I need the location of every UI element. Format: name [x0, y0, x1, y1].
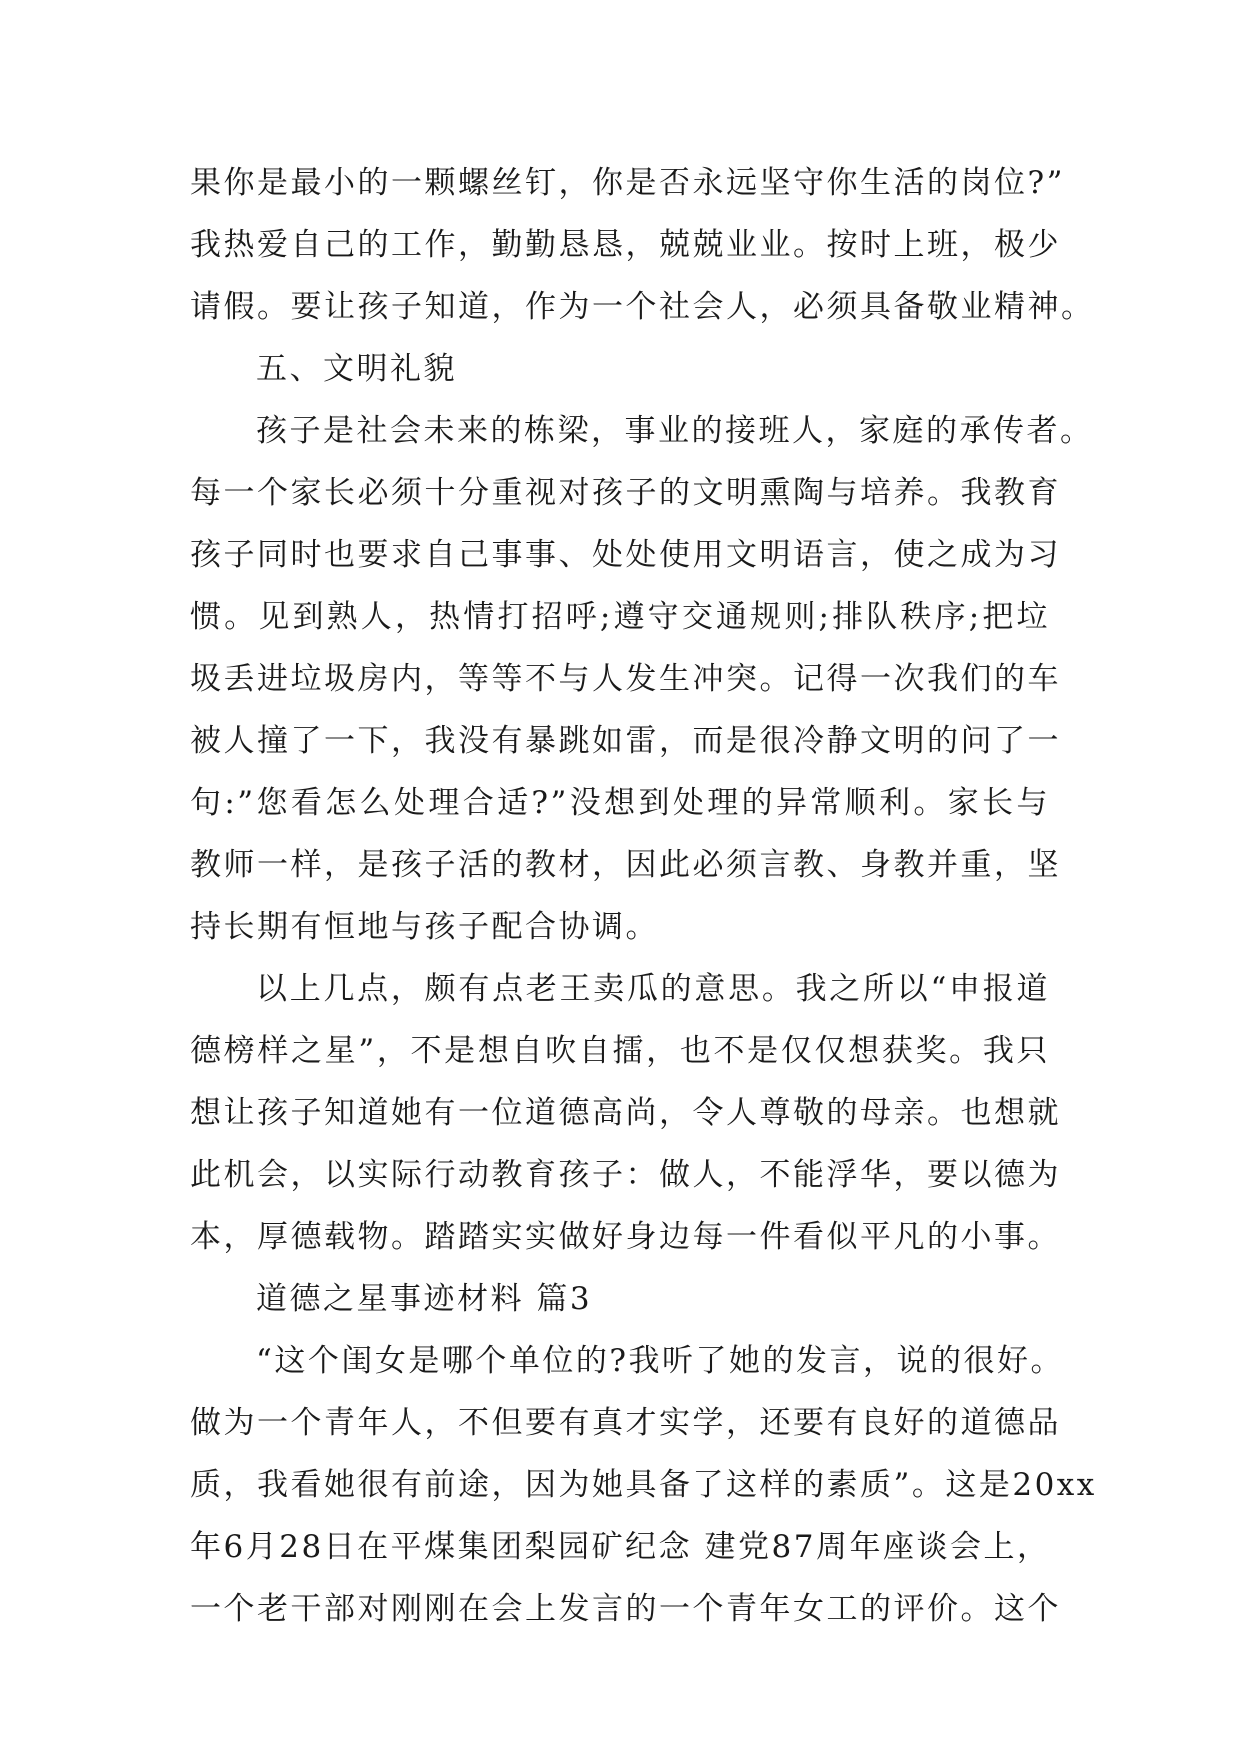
text-line: 被人撞了一下，我没有暴跳如雷，而是很冷静文明的问了一: [190, 723, 1061, 759]
text-line: 孩子同时也要求自己事事、处处使用文明语言，使之成为习: [190, 537, 1061, 573]
text-line: 果你是最小的一颗螺丝钉，你是否永远坚守你生活的岗位?”: [190, 165, 1065, 201]
text-line: 年6月28日在平煤集团梨园矿纪念 建党87周年座谈会上，: [190, 1529, 1051, 1565]
text-line: 惯。见到熟人，热情打招呼;遵守交通规则;排队秩序;把垃: [190, 599, 1050, 635]
text-line: 此机会，以实际行动教育孩子：做人，不能浮华，要以德为: [190, 1157, 1061, 1193]
section-heading: 道德之星事迹材料 篇3: [256, 1281, 593, 1317]
text-line: 想让孩子知道她有一位道德高尚，令人尊敬的母亲。也想就: [190, 1095, 1061, 1131]
text-line: 我热爱自己的工作，勤勤恳恳，兢兢业业。按时上班，极少: [190, 227, 1061, 263]
paragraph-first-line: “这个闺女是哪个单位的?我听了她的发言，说的很好。: [256, 1343, 1064, 1379]
document-body: [190, 152, 1097, 1640]
text-line: 做为一个青年人，不但要有真才实学，还要有良好的道德品: [190, 1405, 1061, 1441]
text-line: 句:”您看怎么处理合适?”没想到处理的异常顺利。家长与: [190, 785, 1050, 821]
text-line: 圾丢进垃圾房内，等等不与人发生冲突。记得一次我们的车: [190, 661, 1061, 697]
paragraph-first-line: 以上几点，颇有点老王卖瓜的意思。我之所以“申报道: [256, 971, 1050, 1007]
text-line: 每一个家长必须十分重视对孩子的文明熏陶与培养。我教育: [190, 475, 1061, 511]
text-line: 持长期有恒地与孩子配合协调。: [190, 909, 659, 945]
text-line: 请假。要让孩子知道，作为一个社会人，必须具备敬业精神。: [190, 289, 1095, 325]
text-line: 一个老干部对刚刚在会上发言的一个青年女工的评价。这个: [190, 1591, 1061, 1627]
text-line: 教师一样，是孩子活的教材，因此必须言教、身教并重，坚: [190, 847, 1061, 883]
section-heading: 五、文明礼貌: [256, 351, 457, 387]
paragraph-first-line: 孩子是社会未来的栋梁，事业的接班人，家庭的承传者。: [256, 413, 1094, 449]
text-line: 质，我看她很有前途，因为她具备了这样的素质”。这是20xx: [190, 1467, 1097, 1503]
text-line: 德榜样之星”，不是想自吹自擂，也不是仅仅想获奖。我只: [190, 1033, 1050, 1069]
text-line: 本，厚德载物。踏踏实实做好身边每一件看似平凡的小事。: [190, 1219, 1061, 1255]
